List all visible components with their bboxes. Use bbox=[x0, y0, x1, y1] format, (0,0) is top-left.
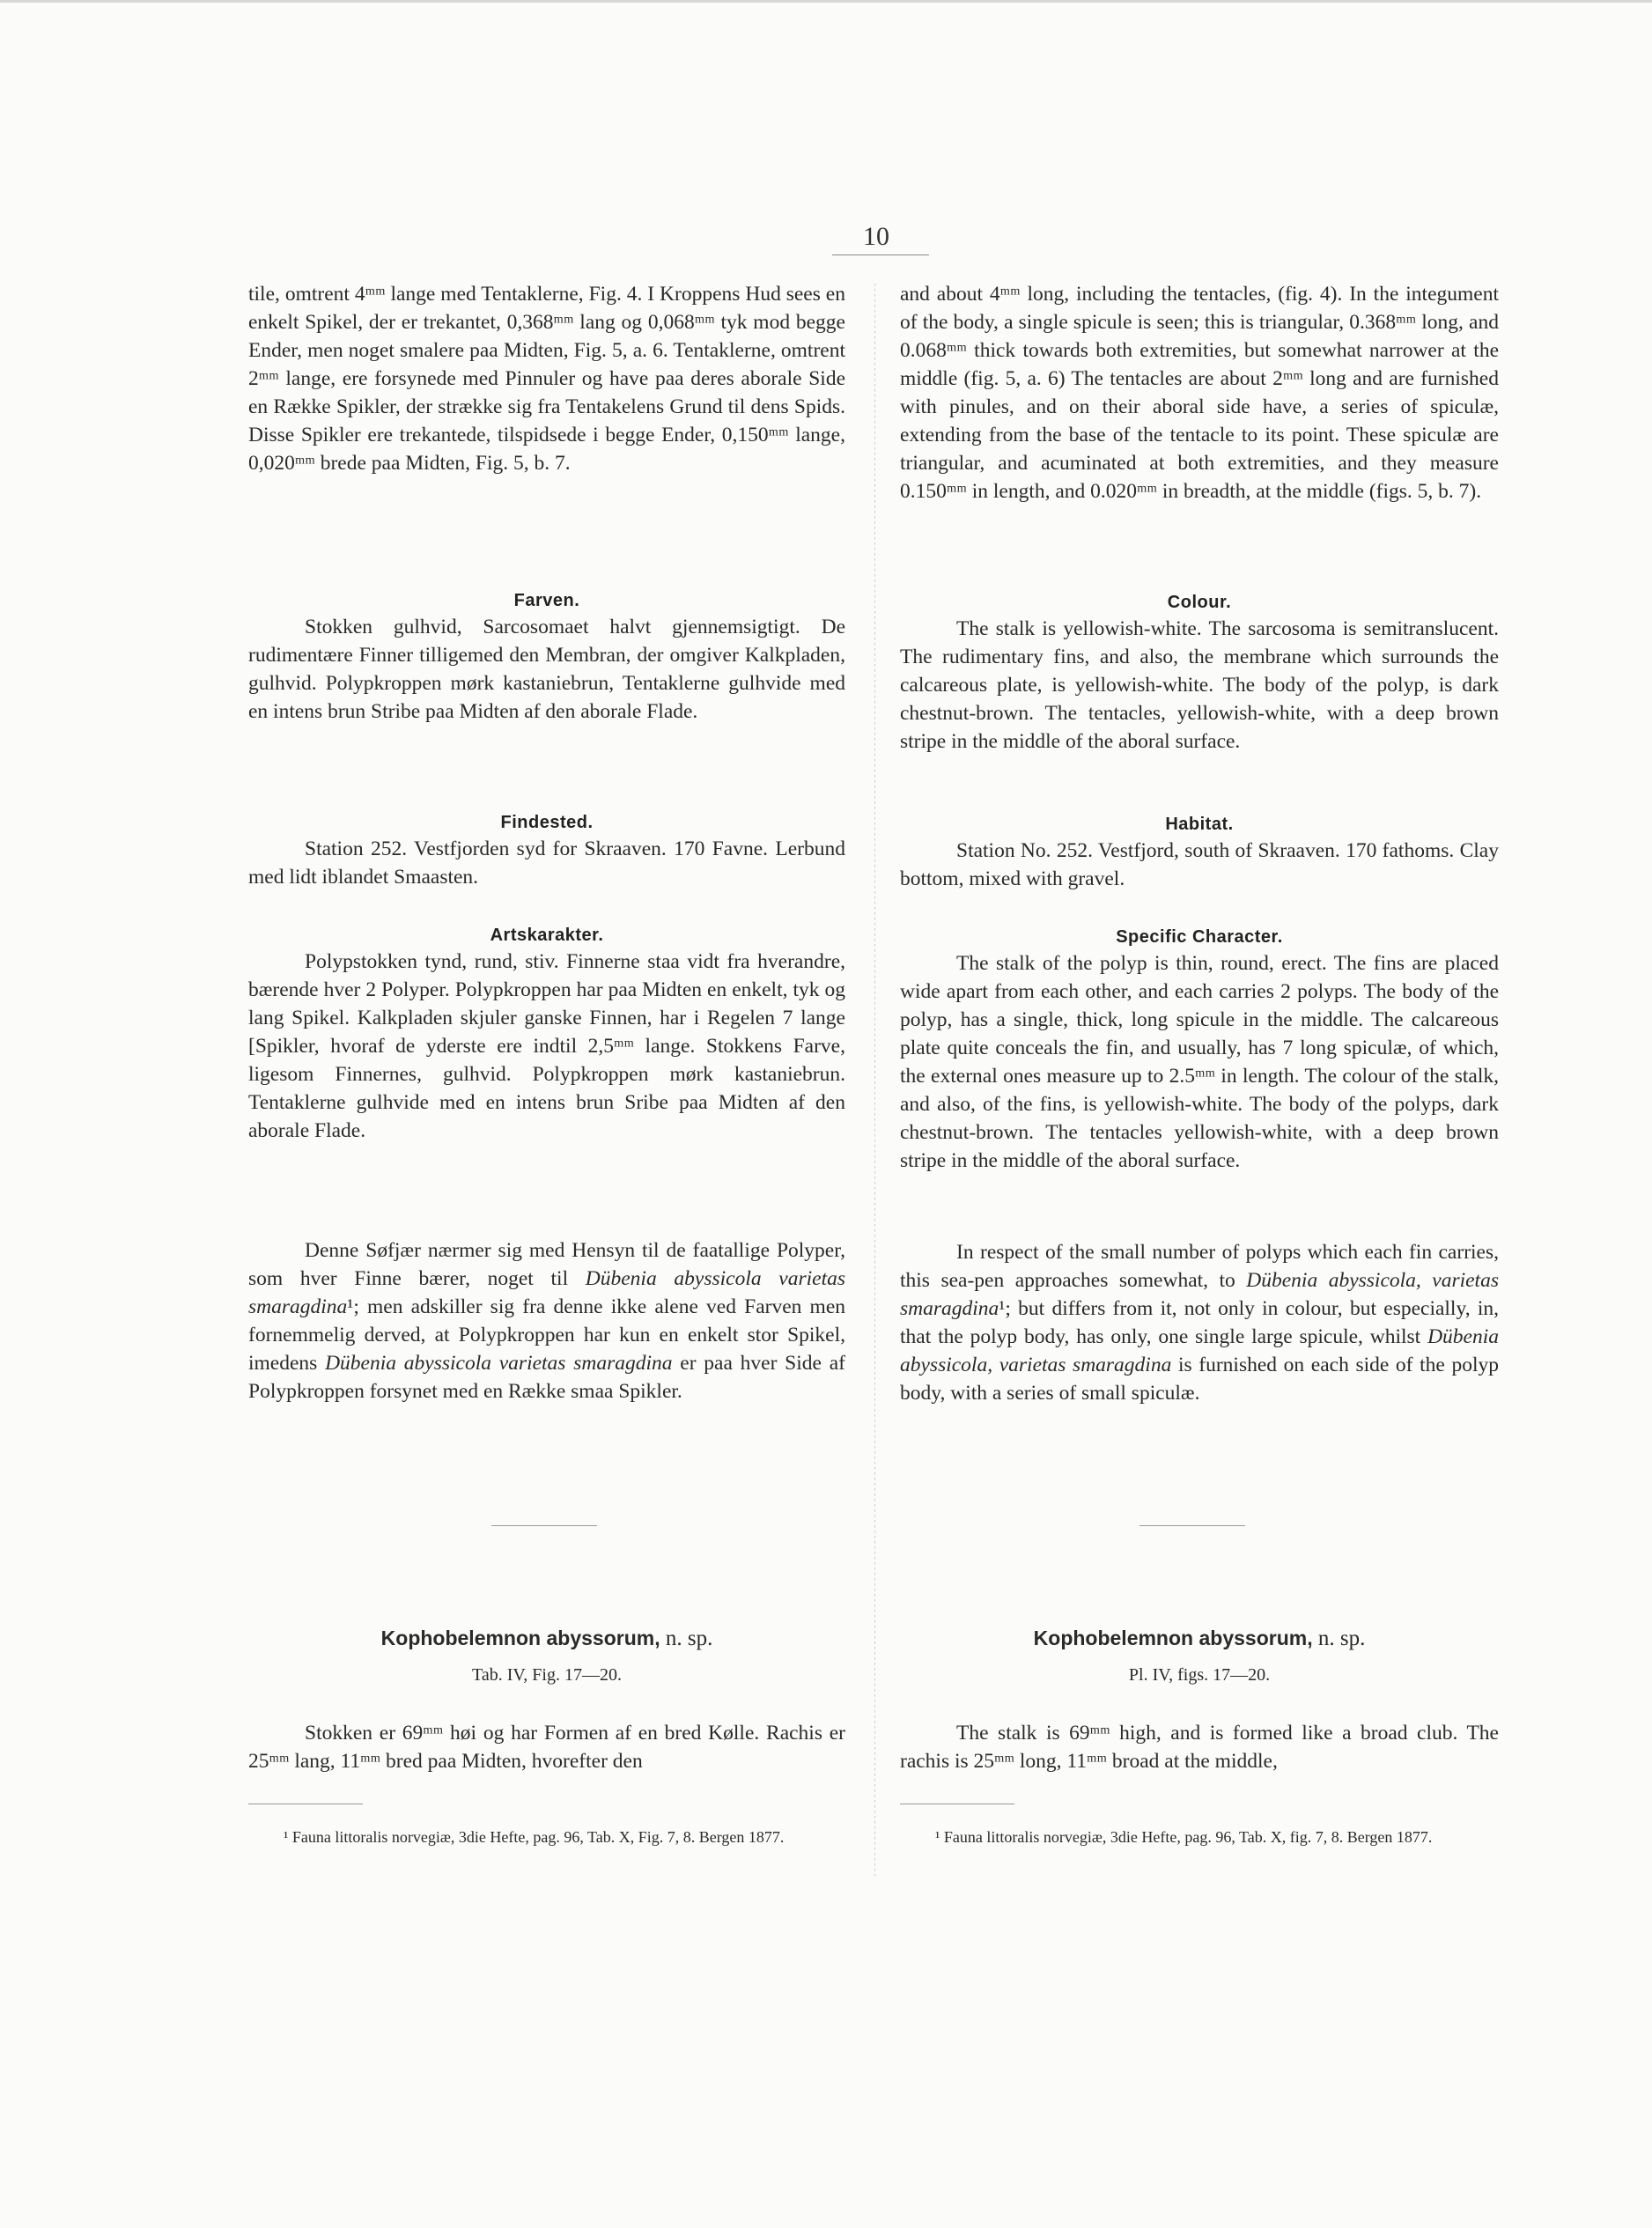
right-species-name: Kophobelemnon abyssorum, bbox=[1033, 1627, 1313, 1649]
left-comparison-text-c: er paa hver Side af Polypkroppen forsynet med en Række smaa Spikler. bbox=[248, 1352, 845, 1403]
right-footnote: ¹ Fauna littoralis norvegiæ, 3die Hefte, pag. 96, Tab. X, fig. 7, 8. Bergen 1877. bbox=[935, 1828, 1433, 1846]
left-colour-paragraph: Stokken gulhvid, Sarcosomaet halvt gjennemsigtigt. De rudimentære Finner tilligemed den Membran, der omgiver Kalkpladen, gulhvid. Polypkroppen mørk kastaniebrun, Tentaklerne gulhvide med en intens brun Stribe paa Midten af den aborale Flade. bbox=[248, 616, 845, 723]
right-column-english bbox=[900, 280, 1499, 1883]
right-intro-paragraph: and about 4ᵐᵐ long, including the tentacles, (fig. 4). In the integument of the body, a single spicule is seen; this is triangular, 0.368ᵐᵐ long, and 0.068ᵐᵐ thick towards both extremities, but somewhat narrower at the middle (fig. 5, a. 6) The tentacles are about 2ᵐᵐ long and are furnished with pinules, and on their aboral side have, a series of spiculæ, extending from the base of the tentacle to its point. These spiculæ are triangular, and acuminated at both extremities, and they measure 0.150ᵐᵐ in length, and 0.020ᵐᵐ in breadth, at the middle (figs. 5, b. 7). bbox=[900, 283, 1499, 503]
right-habitat-paragraph: Station No. 252. Vestfjord, south of Skraaven. 170 fathoms. Clay bottom, mixed with gravel. bbox=[900, 839, 1499, 890]
left-section-rule bbox=[491, 1525, 597, 1526]
right-section-rule bbox=[1139, 1525, 1245, 1526]
left-footnote: ¹ Fauna littoralis norvegiæ, 3die Hefte, pag. 96, Tab. X, Fig. 7, 8. Bergen 1877. bbox=[284, 1828, 785, 1846]
left-comparison-paragraph bbox=[248, 1236, 845, 1405]
right-heading-character: Specific Character. bbox=[1116, 927, 1283, 947]
left-comparison-taxon-1: Dübenia abyssicola varietas smaragdina bbox=[248, 1267, 845, 1318]
left-species-paragraph: Stokken er 69ᵐᵐ høi og har Formen af en bred Kølle. Rachis er 25ᵐᵐ lang, 11ᵐᵐ bred paa Midten, hvorefter den bbox=[248, 1722, 845, 1773]
right-comparison-taxon-2: Dübenia abyssicola, varietas smaragdina bbox=[900, 1325, 1499, 1376]
left-heading-habitat: Findested. bbox=[500, 813, 594, 832]
page-top-edge bbox=[0, 0, 1652, 3]
right-species-title bbox=[900, 1624, 1499, 1653]
left-comparison-text-a: Denne Søfjær nærmer sig med Hensyn til de faatallige Polyper, som hver Finne bærer, noget til bbox=[248, 1239, 845, 1290]
right-character-paragraph: The stalk of the polyp is thin, round, erect. The fins are placed wide apart from each other, and each carries 2 polyps. The body of the polyp, has a single, thick, long spicule in the middle. The calcareous plate quite conceals the fin, and usually, has 7 long spiculæ, of which, the external ones measure up to 2.5ᵐᵐ in length. The colour of the stalk, and also, of the fins, is yellowish-white. The body of the polyps, dark chestnut-brown. The tentacles yellowish-white, with a deep brown stripe in the middle of the aboral surface. bbox=[900, 952, 1499, 1172]
right-comparison-taxon-1: Dübenia abyssicola, varietas smaragdina bbox=[900, 1269, 1499, 1320]
left-heading-character: Artskarakter. bbox=[490, 926, 604, 945]
right-species-paragraph: The stalk is 69ᵐᵐ high, and is formed like a broad club. The rachis is 25ᵐᵐ long, 11ᵐᵐ broad at the middle, bbox=[900, 1722, 1499, 1773]
right-plate-reference: Pl. IV, figs. 17—20. bbox=[1128, 1665, 1271, 1685]
right-comparison-text-b: ¹; but differs from it, not only in colour, but especially, in, that the polyp body, has only, one single large spicule, whilst bbox=[900, 1297, 1499, 1348]
left-heading-colour: Farven. bbox=[513, 591, 580, 610]
left-comparison-text-b: ¹; men adskiller sig fra denne ikke alene ved Farven men fornemmelig derved, at Polypkroppen har kun en enkelt stor Spikel, imedens bbox=[248, 1295, 845, 1375]
right-colour-paragraph: The stalk is yellowish-white. The sarcosoma is semitranslucent. The rudimentary fins, and also, the membrane which surrounds the calcareous plate, is yellowish-white. The body of the polyp, is dark chestnut-brown. The tentacles, yellowish-white, with a deep brown stripe in the middle of the aboral surface. bbox=[900, 617, 1499, 753]
right-comparison-paragraph bbox=[900, 1238, 1499, 1407]
column-divider bbox=[874, 284, 875, 1878]
left-habitat-paragraph: Station 252. Vestfjorden syd for Skraaven. 170 Favne. Lerbund med lidt iblandet Smaasten. bbox=[248, 837, 845, 889]
right-species-suffix: n. sp. bbox=[1317, 1627, 1366, 1650]
left-species-name: Kophobelemnon abyssorum, bbox=[380, 1627, 660, 1649]
right-heading-habitat: Habitat. bbox=[1165, 815, 1234, 834]
left-intro-paragraph: tile, omtrent 4ᵐᵐ lange med Tentaklerne, Fig. 4. I Kroppens Hud sees en enkelt Spikel, der er trekantet, 0,368ᵐᵐ lang og 0,068ᵐᵐ tyk mod begge Ender, men noget smalere paa Midten, Fig. 5, a. 6. Tentaklerne, omtrent 2ᵐᵐ lange, ere forsynede med Pinnuler og have paa deres aborale Side en Række Spikler, der strække sig fra Tentakelens Grund til dens Spids. Disse Spikler ere trekantede, tilspidsede i begge Ender, 0,150ᵐᵐ lange, 0,020ᵐᵐ brede paa Midten, Fig. 5, b. 7. bbox=[248, 283, 845, 475]
left-character-paragraph: Polypstokken tynd, rund, stiv. Finnerne staa vidt fra hverandre, bærende hver 2 Polyper. Polypkroppen har paa Midten en enkelt, tyk og lang Spikel. Kalkpladen skjuler ganske Finnen, har i Regelen 7 lange [Spikler, hvoraf de yderste ere indtil 2,5ᵐᵐ lange. Stokkens Farve, ligesom Finnernes, gulhvid. Polypkroppen mørk kastaniebrun. Tentaklerne gulhvide med en intens brun Sribe paa Midten af den aborale Flade. bbox=[248, 950, 845, 1142]
right-comparison-text-a: In respect of the small number of polyps which each fin carries, this sea-pen approaches somewhat, to bbox=[900, 1241, 1499, 1292]
right-comparison-text-c: is furnished on each side of the polyp body, with a series of small spiculæ. bbox=[900, 1354, 1499, 1405]
left-comparison-taxon-2: Dübenia abyssicola varietas smaragdina bbox=[325, 1352, 673, 1375]
left-column-norwegian bbox=[248, 280, 845, 1883]
left-species-title bbox=[248, 1624, 845, 1653]
page-number: 10 bbox=[863, 222, 889, 251]
left-species-suffix: n. sp. bbox=[665, 1627, 713, 1650]
right-heading-colour: Colour. bbox=[1167, 593, 1232, 612]
left-plate-reference: Tab. IV, Fig. 17—20. bbox=[472, 1665, 622, 1685]
